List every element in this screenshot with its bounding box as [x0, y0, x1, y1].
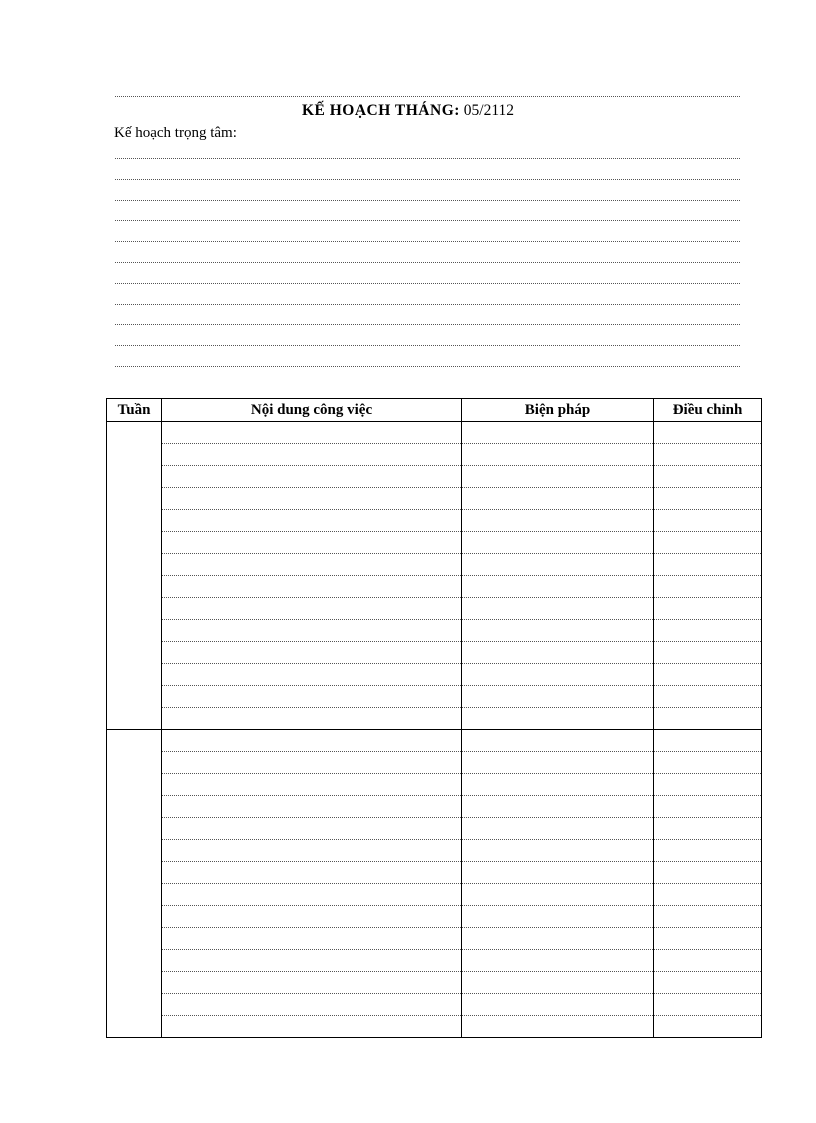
table-row: [107, 510, 762, 532]
table-row: [107, 444, 762, 466]
table-row: [107, 752, 762, 774]
content-cell[interactable]: [162, 576, 462, 598]
title-month: 05/2112: [463, 102, 515, 119]
adjustment-cell[interactable]: [654, 796, 762, 818]
measures-cell[interactable]: [462, 818, 654, 840]
measures-cell[interactable]: [462, 466, 654, 488]
table-row: [107, 906, 762, 928]
adjustment-cell[interactable]: [654, 730, 762, 752]
table-row: [107, 884, 762, 906]
adjustment-cell[interactable]: [654, 620, 762, 642]
measures-cell[interactable]: [462, 774, 654, 796]
adjustment-cell[interactable]: [654, 752, 762, 774]
table-row: [107, 576, 762, 598]
measures-cell[interactable]: [462, 994, 654, 1016]
content-cell[interactable]: [162, 994, 462, 1016]
measures-cell[interactable]: [462, 928, 654, 950]
table-row: [107, 730, 762, 752]
adjustment-cell[interactable]: [654, 444, 762, 466]
content-cell[interactable]: [162, 884, 462, 906]
measures-cell[interactable]: [462, 664, 654, 686]
table-row: [107, 488, 762, 510]
content-cell[interactable]: [162, 510, 462, 532]
content-cell[interactable]: [162, 928, 462, 950]
measures-cell[interactable]: [462, 906, 654, 928]
focus-line: [115, 262, 740, 263]
table-row: [107, 818, 762, 840]
measures-cell[interactable]: [462, 510, 654, 532]
adjustment-cell[interactable]: [654, 466, 762, 488]
measures-cell[interactable]: [462, 554, 654, 576]
content-cell[interactable]: [162, 774, 462, 796]
adjustment-cell[interactable]: [654, 994, 762, 1016]
measures-cell[interactable]: [462, 598, 654, 620]
table-row: [107, 642, 762, 664]
adjustment-cell[interactable]: [654, 774, 762, 796]
content-cell[interactable]: [162, 642, 462, 664]
top-dotted-line: [115, 96, 740, 97]
table-row: [107, 972, 762, 994]
focus-line: [115, 220, 740, 221]
adjustment-cell[interactable]: [654, 840, 762, 862]
adjustment-cell[interactable]: [654, 664, 762, 686]
adjustment-cell[interactable]: [654, 576, 762, 598]
measures-cell[interactable]: [462, 708, 654, 730]
content-cell[interactable]: [162, 906, 462, 928]
table-row: [107, 950, 762, 972]
adjustment-cell[interactable]: [654, 928, 762, 950]
focus-line: [115, 324, 740, 325]
focus-line: [115, 179, 740, 180]
column-header-content: Nội dung công việc: [162, 399, 462, 422]
measures-cell[interactable]: [462, 884, 654, 906]
table-header-row: [107, 399, 762, 422]
adjustment-cell[interactable]: [654, 532, 762, 554]
table-row: [107, 862, 762, 884]
measures-cell[interactable]: [462, 840, 654, 862]
adjustment-cell[interactable]: [654, 818, 762, 840]
table-row: [107, 796, 762, 818]
adjustment-cell[interactable]: [654, 598, 762, 620]
measures-cell[interactable]: [462, 950, 654, 972]
adjustment-cell[interactable]: [654, 686, 762, 708]
table-row: [107, 532, 762, 554]
content-cell[interactable]: [162, 488, 462, 510]
measures-cell[interactable]: [462, 488, 654, 510]
adjustment-cell[interactable]: [654, 862, 762, 884]
table-row: [107, 620, 762, 642]
content-cell[interactable]: [162, 620, 462, 642]
table-row: [107, 422, 762, 444]
table-row: [107, 774, 762, 796]
table-row: [107, 708, 762, 730]
adjustment-cell[interactable]: [654, 554, 762, 576]
focus-line: [115, 345, 740, 346]
measures-cell[interactable]: [462, 686, 654, 708]
measures-cell[interactable]: [462, 862, 654, 884]
content-cell[interactable]: [162, 972, 462, 994]
focus-line: [115, 283, 740, 284]
adjustment-cell[interactable]: [654, 510, 762, 532]
table-row: [107, 686, 762, 708]
content-cell[interactable]: [162, 598, 462, 620]
adjustment-cell[interactable]: [654, 708, 762, 730]
measures-cell[interactable]: [462, 620, 654, 642]
content-cell[interactable]: [162, 796, 462, 818]
adjustment-cell[interactable]: [654, 642, 762, 664]
title-label: KẾ HOẠCH THÁNG:: [301, 102, 460, 119]
measures-cell[interactable]: [462, 642, 654, 664]
content-cell[interactable]: [162, 466, 462, 488]
content-cell[interactable]: [162, 950, 462, 972]
adjustment-cell[interactable]: [654, 1016, 762, 1038]
column-header-week: Tuần: [107, 399, 162, 422]
week-cell[interactable]: [107, 422, 162, 730]
content-cell[interactable]: [162, 686, 462, 708]
content-cell[interactable]: [162, 444, 462, 466]
focus-line: [115, 200, 740, 201]
plan-table-body: [107, 422, 762, 1038]
measures-cell[interactable]: [462, 576, 654, 598]
focus-line: [115, 158, 740, 159]
adjustment-cell[interactable]: [654, 950, 762, 972]
content-cell[interactable]: [162, 818, 462, 840]
table-row: [107, 466, 762, 488]
adjustment-cell[interactable]: [654, 906, 762, 928]
focus-line: [115, 366, 740, 367]
content-cell[interactable]: [162, 532, 462, 554]
focus-line: [115, 241, 740, 242]
table-row: [107, 994, 762, 1016]
adjustment-cell[interactable]: [654, 422, 762, 444]
measures-cell[interactable]: [462, 422, 654, 444]
measures-cell[interactable]: [462, 532, 654, 554]
table-row: [107, 928, 762, 950]
focus-plan-label: Kế hoạch trọng tâm:: [114, 125, 237, 141]
plan-table: [106, 398, 762, 1038]
column-header-measures: Biện pháp: [462, 399, 654, 422]
content-cell[interactable]: [162, 422, 462, 444]
measures-cell[interactable]: [462, 444, 654, 466]
column-header-adjustment: Điều chỉnh: [654, 399, 762, 422]
table-row: [107, 1016, 762, 1038]
adjustment-cell[interactable]: [654, 488, 762, 510]
page-title: [0, 102, 816, 120]
measures-cell[interactable]: [462, 752, 654, 774]
table-row: [107, 598, 762, 620]
content-cell[interactable]: [162, 1016, 462, 1038]
week-cell[interactable]: [107, 730, 162, 1038]
content-cell[interactable]: [162, 554, 462, 576]
content-cell[interactable]: [162, 752, 462, 774]
adjustment-cell[interactable]: [654, 972, 762, 994]
content-cell[interactable]: [162, 730, 462, 752]
measures-cell[interactable]: [462, 796, 654, 818]
table-row: [107, 840, 762, 862]
adjustment-cell[interactable]: [654, 884, 762, 906]
table-row: [107, 554, 762, 576]
measures-cell[interactable]: [462, 972, 654, 994]
content-cell[interactable]: [162, 708, 462, 730]
content-cell[interactable]: [162, 840, 462, 862]
focus-line: [115, 304, 740, 305]
content-cell[interactable]: [162, 862, 462, 884]
table-row: [107, 664, 762, 686]
measures-cell[interactable]: [462, 730, 654, 752]
measures-cell[interactable]: [462, 1016, 654, 1038]
content-cell[interactable]: [162, 664, 462, 686]
